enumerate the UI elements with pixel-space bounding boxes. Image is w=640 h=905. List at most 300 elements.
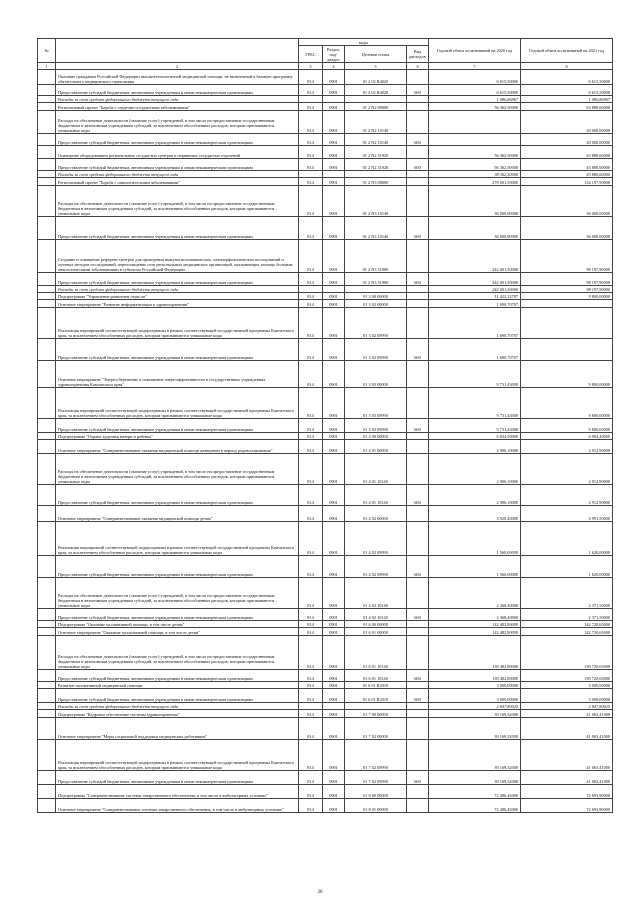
table-row bbox=[38, 146, 613, 159]
row-target: 01 2 N3 10140 bbox=[345, 186, 407, 217]
row-num-cell bbox=[38, 522, 56, 556]
row-description: Расходы на обеспечение деятельности (оказание услуг) учреждений, в том числе на предоставление государственным бюджетным и автономным учреждениям субсидий, за исключением обособленных расходов, которым присваиваются уникальные коды bbox=[56, 111, 299, 134]
row-vol-2020: 39 169,32000 bbox=[429, 771, 521, 785]
table-row bbox=[38, 628, 613, 636]
row-vol-2020: 139 482,80000 bbox=[429, 670, 521, 682]
row-vol-2021: 6 615,50000 bbox=[521, 70, 613, 85]
row-section: 0901 bbox=[323, 718, 345, 740]
row-description: Расходы за счет средств федерального бюджета текущего года bbox=[56, 96, 299, 103]
column-number: 1 bbox=[38, 63, 56, 70]
row-grbs: 814 bbox=[299, 440, 323, 454]
row-target: 01 2 N3 10140 bbox=[345, 217, 407, 240]
row-vol-2021: 43 880,60000 bbox=[521, 159, 613, 171]
row-vol-2020: 242 001,50000 bbox=[429, 286, 521, 293]
table-row bbox=[38, 240, 613, 273]
row-vol-2021: 9 800,00000 bbox=[521, 293, 613, 300]
row-vol-2020: 3 000,00000 bbox=[429, 689, 521, 703]
row-vol-2020: 72 486,43000 bbox=[429, 799, 521, 813]
table-row bbox=[38, 388, 613, 419]
page-number: 36 bbox=[317, 890, 323, 895]
row-exp-type bbox=[407, 111, 429, 134]
row-num-cell bbox=[38, 419, 56, 433]
row-description: Подпрограмма "Охрана здоровья матери и ребенка" bbox=[56, 433, 299, 440]
row-description: Предоставление субсидий бюджетным, автономным учреждениям и иным некоммерческим организациям bbox=[56, 689, 299, 703]
row-description: Оказание гражданам Российской Федерации высокотехнологичной медицинской помощи, не включенной в базовую программу обязательного медицинского страхования bbox=[56, 70, 299, 85]
row-num-cell bbox=[38, 159, 56, 171]
header-num: № bbox=[38, 39, 56, 63]
row-exp-type: 600 bbox=[407, 134, 429, 146]
row-vol-2021: 3 000,00000 bbox=[521, 682, 613, 689]
row-description: Предоставление субсидий бюджетным, автономным учреждениям и иным некоммерческим организациям bbox=[56, 339, 299, 361]
row-num-cell bbox=[38, 70, 56, 85]
row-exp-type: 600 bbox=[407, 85, 429, 96]
row-vol-2020: 142 482,80000 bbox=[429, 621, 521, 628]
row-num-cell bbox=[38, 240, 56, 273]
row-section: 0901 bbox=[323, 339, 345, 361]
row-description: Реализация мероприятий соответствующей подпрограммы в рамках соответствующей государственной программы Камчатского края, за исключением обособленных расходов, которым присваиваются уникальные коды bbox=[56, 308, 299, 339]
row-grbs: 814 bbox=[299, 636, 323, 670]
row-description: Региональный проект "Борьба с сердечно-сосудистыми заболеваниями" bbox=[56, 103, 299, 111]
row-vol-2020: 9 731,43000 bbox=[429, 419, 521, 433]
row-grbs: 814 bbox=[299, 293, 323, 300]
table-row bbox=[38, 103, 613, 111]
row-vol-2020: 2 368,40000 bbox=[429, 578, 521, 609]
row-vol-2020: 2 847,80025 bbox=[429, 703, 521, 710]
row-num-cell bbox=[38, 134, 56, 146]
row-exp-type bbox=[407, 718, 429, 740]
row-vol-2020: 9 731,43000 bbox=[429, 388, 521, 419]
table-subrow bbox=[38, 96, 613, 103]
row-exp-type bbox=[407, 361, 429, 388]
row-target: 01 2 N3 51900 bbox=[345, 240, 407, 273]
table-row bbox=[38, 134, 613, 146]
row-exp-type bbox=[407, 171, 429, 178]
row-target: 01 3 03 09990 bbox=[345, 388, 407, 419]
row-section: 0901 bbox=[323, 454, 345, 485]
row-vol-2020: 278 001,50000 bbox=[429, 178, 521, 186]
row-section: 0901 bbox=[323, 70, 345, 85]
row-num-cell bbox=[38, 556, 56, 578]
row-exp-type bbox=[407, 240, 429, 273]
row-vol-2020: 142 482,80000 bbox=[429, 628, 521, 636]
row-section: 0901 bbox=[323, 522, 345, 556]
table-row bbox=[38, 636, 613, 670]
row-description: Предоставление субсидий бюджетным, автономным учреждениям и иным некоммерческим организациям bbox=[56, 159, 299, 171]
row-exp-type: 600 bbox=[407, 339, 429, 361]
table-row bbox=[38, 293, 613, 300]
row-vol-2020: 6 615,50000 bbox=[429, 85, 521, 96]
row-description: Предоставление субсидий бюджетным, автономным учреждениям и иным некоммерческим организациям bbox=[56, 217, 299, 240]
row-target: 01 3 03 00000 bbox=[345, 361, 407, 388]
table-row bbox=[38, 578, 613, 609]
row-vol-2021: 63 880,60000 bbox=[521, 103, 613, 111]
row-section: 0901 bbox=[323, 300, 345, 308]
table-row bbox=[38, 186, 613, 217]
row-vol-2020: 72 486,43000 bbox=[429, 785, 521, 799]
row-section: 0901 bbox=[323, 178, 345, 186]
row-grbs: 814 bbox=[299, 300, 323, 308]
row-section: 0901 bbox=[323, 628, 345, 636]
row-num-cell bbox=[38, 718, 56, 740]
row-target: 01 6 01 10140 bbox=[345, 670, 407, 682]
row-description: Основное мероприятие "Энергосбережение и повышение энергоэффективности в государственных учреждениях здравоохранения Камчатского края" bbox=[56, 361, 299, 388]
row-vol-2021 bbox=[521, 308, 613, 339]
row-description: Развитие паллиативной медицинской помощи bbox=[56, 682, 299, 689]
row-target: 01 2 N2 10140 bbox=[345, 111, 407, 134]
row-grbs: 814 bbox=[299, 506, 323, 522]
row-vol-2021: 139 720,65000 bbox=[521, 636, 613, 670]
row-vol-2021: 20 000,00000 bbox=[521, 111, 613, 134]
row-grbs: 814 bbox=[299, 578, 323, 609]
row-target: 01 2 N3 51900 bbox=[345, 273, 407, 286]
table-row bbox=[38, 785, 613, 799]
row-vol-2021: 6 904,40000 bbox=[521, 433, 613, 440]
row-exp-type bbox=[407, 96, 429, 103]
row-target bbox=[345, 703, 407, 710]
row-description: Подпрограмма "Оказание паллиативной помощи, в том числе детям" bbox=[56, 621, 299, 628]
row-target: 01 2 02 R4020 bbox=[345, 85, 407, 96]
row-target: 01 4 02 00000 bbox=[345, 506, 407, 522]
table-row bbox=[38, 621, 613, 628]
row-section: 0901 bbox=[323, 159, 345, 171]
header-target: Целевая статья bbox=[345, 46, 407, 63]
row-vol-2020: 2 906,10000 bbox=[429, 454, 521, 485]
row-vol-2021: 98 197,90000 bbox=[521, 240, 613, 273]
budget-table bbox=[37, 38, 613, 813]
row-exp-type bbox=[407, 799, 429, 813]
row-target: 01 4 02 09990 bbox=[345, 522, 407, 556]
row-num-cell bbox=[38, 217, 56, 240]
row-grbs: 814 bbox=[299, 240, 323, 273]
row-section bbox=[323, 703, 345, 710]
row-grbs: 814 bbox=[299, 785, 323, 799]
row-vol-2020: 1 690,70707 bbox=[429, 339, 521, 361]
row-vol-2020 bbox=[429, 134, 521, 146]
table-row bbox=[38, 609, 613, 621]
row-grbs: 814 bbox=[299, 522, 323, 556]
row-description: Предоставление субсидий бюджетным, автономным учреждениям и иным некоммерческим организациям bbox=[56, 419, 299, 433]
row-num-cell bbox=[38, 771, 56, 785]
row-vol-2021: 41 063,41000 bbox=[521, 740, 613, 771]
row-vol-2021: 36 000,00000 bbox=[521, 186, 613, 217]
row-description: Оснащение оборудованием региональных сосудистых центров и первичных сосудистых отделений bbox=[56, 146, 299, 159]
row-grbs: 814 bbox=[299, 70, 323, 85]
row-vol-2021: 98 197,90000 bbox=[521, 273, 613, 286]
row-num-cell bbox=[38, 286, 56, 293]
table-row bbox=[38, 217, 613, 240]
row-grbs: 814 bbox=[299, 621, 323, 628]
row-description: Подпрограмма "Совершенствование системы лекарственного обеспечения, в том числе в амбулаторных условиях" bbox=[56, 785, 299, 799]
row-exp-type bbox=[407, 433, 429, 440]
header-exp-type: Вид расходов bbox=[407, 46, 429, 63]
row-target: 01 2 N2 51920 bbox=[345, 146, 407, 159]
table-row bbox=[38, 718, 613, 740]
row-grbs: 814 bbox=[299, 419, 323, 433]
row-num-cell bbox=[38, 388, 56, 419]
table-row bbox=[38, 710, 613, 718]
row-num-cell bbox=[38, 682, 56, 689]
row-exp-type bbox=[407, 103, 429, 111]
row-section: 0901 bbox=[323, 146, 345, 159]
row-section: 0901 bbox=[323, 485, 345, 506]
row-target: 01 7 02 09990 bbox=[345, 740, 407, 771]
row-description: Основное мероприятие "Совершенствование оказания медицинской помощи женщинам в период родовспоможения" bbox=[56, 440, 299, 454]
row-target: 01 8 00 00000 bbox=[345, 785, 407, 799]
row-section: 0901 bbox=[323, 419, 345, 433]
row-vol-2021: 142 720,65000 bbox=[521, 621, 613, 628]
row-vol-2021: 139 720,65000 bbox=[521, 670, 613, 682]
table-subrow bbox=[38, 703, 613, 710]
row-vol-2021: 1 620,00000 bbox=[521, 556, 613, 578]
row-exp-type bbox=[407, 454, 429, 485]
row-description: Расходы на обеспечение деятельности (оказание услуг) учреждений, в том числе на предоставление государственным бюджетным и автономным учреждениям субсидий, за исключением обособленных расходов, которым присваиваются уникальные коды bbox=[56, 636, 299, 670]
row-grbs: 814 bbox=[299, 186, 323, 217]
row-num-cell bbox=[38, 361, 56, 388]
table-subrow bbox=[38, 286, 613, 293]
row-description: Расходы на обеспечение деятельности (оказание услуг) учреждений, в том числе на предоставление государственным бюджетным и автономным учреждениям субсидий, за исключением обособленных расходов, которым присваиваются уникальные коды bbox=[56, 454, 299, 485]
row-target: 01 2 N3 00000 bbox=[345, 178, 407, 186]
row-exp-type bbox=[407, 70, 429, 85]
row-vol-2021: 2 371,50000 bbox=[521, 609, 613, 621]
row-num-cell bbox=[38, 621, 56, 628]
row-exp-type bbox=[407, 682, 429, 689]
column-number: 2 bbox=[56, 63, 299, 70]
row-description: Основное мероприятие "Развитие информатизации в здравоохранении" bbox=[56, 300, 299, 308]
row-target: 01 3 02 09990 bbox=[345, 308, 407, 339]
row-description: Расходы на обеспечение деятельности (оказание услуг) учреждений, в том числе на предоставление государственным бюджетным и автономным учреждениям субсидий, за исключением обособленных расходов, которым присваиваются уникальные коды bbox=[56, 186, 299, 217]
row-description: Предоставление субсидий бюджетным, автономным учреждениям и иным некоммерческим организациям bbox=[56, 670, 299, 682]
row-section: 0901 bbox=[323, 440, 345, 454]
row-grbs: 814 bbox=[299, 339, 323, 361]
row-description: Расходы за счет средств федерального бюджета текущего года bbox=[56, 171, 299, 178]
row-vol-2020: 2 906,10000 bbox=[429, 485, 521, 506]
table-row bbox=[38, 178, 613, 186]
row-description: Расходы на обеспечение деятельности (оказание услуг) учреждений, в том числе на предоставление государственным бюджетным и автономным учреждениям субсидий, за исключением обособленных расходов, которым присваиваются уникальные коды bbox=[56, 578, 299, 609]
table-row bbox=[38, 111, 613, 134]
row-section: 0901 bbox=[323, 85, 345, 96]
row-section: 0901 bbox=[323, 111, 345, 134]
table-subrow bbox=[38, 171, 613, 178]
row-vol-2020: 36 000,00000 bbox=[429, 217, 521, 240]
row-section: 0901 bbox=[323, 134, 345, 146]
table-row bbox=[38, 273, 613, 286]
table-row bbox=[38, 159, 613, 171]
row-vol-2020: 56 362,50000 bbox=[429, 103, 521, 111]
row-num-cell bbox=[38, 609, 56, 621]
row-num-cell bbox=[38, 636, 56, 670]
table-row bbox=[38, 682, 613, 689]
row-num-cell bbox=[38, 454, 56, 485]
row-exp-type bbox=[407, 388, 429, 419]
row-grbs bbox=[299, 703, 323, 710]
row-vol-2020: 56 362,50000 bbox=[429, 159, 521, 171]
row-grbs: 814 bbox=[299, 361, 323, 388]
row-target: 01 3 02 00000 bbox=[345, 300, 407, 308]
row-target bbox=[345, 171, 407, 178]
row-target: 01 3 00 00000 bbox=[345, 293, 407, 300]
table-row bbox=[38, 300, 613, 308]
row-exp-type: 600 bbox=[407, 670, 429, 682]
row-num-cell bbox=[38, 308, 56, 339]
row-target: 01 6 01 R2010 bbox=[345, 689, 407, 703]
row-num-cell bbox=[38, 689, 56, 703]
row-vol-2020: 1 690,70707 bbox=[429, 308, 521, 339]
row-target bbox=[345, 286, 407, 293]
row-grbs: 814 bbox=[299, 159, 323, 171]
column-number: 3 bbox=[299, 63, 323, 70]
row-vol-2020: 2 368,40000 bbox=[429, 609, 521, 621]
row-grbs: 814 bbox=[299, 146, 323, 159]
row-target: 01 2 N2 10140 bbox=[345, 134, 407, 146]
row-section: 0901 bbox=[323, 609, 345, 621]
row-target: 01 6 01 R2010 bbox=[345, 682, 407, 689]
row-grbs: 814 bbox=[299, 454, 323, 485]
row-target: 01 4 00 00000 bbox=[345, 433, 407, 440]
row-num-cell bbox=[38, 578, 56, 609]
row-target: 01 7 02 09990 bbox=[345, 771, 407, 785]
row-num-cell bbox=[38, 111, 56, 134]
table-row bbox=[38, 419, 613, 433]
row-grbs bbox=[299, 171, 323, 178]
table-row bbox=[38, 522, 613, 556]
row-grbs: 814 bbox=[299, 103, 323, 111]
row-vol-2020: 56 362,50000 bbox=[429, 146, 521, 159]
row-section: 0901 bbox=[323, 293, 345, 300]
row-exp-type: 600 bbox=[407, 609, 429, 621]
row-num-cell bbox=[38, 339, 56, 361]
row-vol-2021: 9 800,00000 bbox=[521, 419, 613, 433]
row-vol-2021: 9 800,00000 bbox=[521, 361, 613, 388]
column-number: 7 bbox=[429, 63, 521, 70]
row-section: 0901 bbox=[323, 799, 345, 813]
row-section: 0901 bbox=[323, 785, 345, 799]
row-exp-type bbox=[407, 186, 429, 217]
column-number: 8 bbox=[521, 63, 613, 70]
row-description: Подпрограмма "Кадровое обеспечение системы здравоохранения" bbox=[56, 710, 299, 718]
row-vol-2021: 1 086,86967 bbox=[521, 96, 613, 103]
row-target: 01 2 N2 51920 bbox=[345, 159, 407, 171]
row-target: 01 6 01 00000 bbox=[345, 628, 407, 636]
row-exp-type bbox=[407, 293, 429, 300]
table-row bbox=[38, 70, 613, 85]
row-target: 01 3 03 09990 bbox=[345, 419, 407, 433]
row-description: Предоставление субсидий бюджетным, автономным учреждениям и иным некоммерческим организациям bbox=[56, 134, 299, 146]
table-row bbox=[38, 799, 613, 813]
row-vol-2021: 9 800,00000 bbox=[521, 388, 613, 419]
row-grbs: 814 bbox=[299, 433, 323, 440]
row-grbs: 814 bbox=[299, 134, 323, 146]
row-exp-type bbox=[407, 785, 429, 799]
row-grbs: 814 bbox=[299, 771, 323, 785]
header-grbs: ГРБС bbox=[299, 46, 323, 63]
row-num-cell bbox=[38, 186, 56, 217]
row-num-cell bbox=[38, 710, 56, 718]
row-vol-2020: 242 001,50000 bbox=[429, 273, 521, 286]
row-vol-2021: 2 912,90000 bbox=[521, 454, 613, 485]
row-grbs: 814 bbox=[299, 718, 323, 740]
row-section bbox=[323, 96, 345, 103]
row-vol-2020 bbox=[429, 111, 521, 134]
row-description: Предоставление субсидий бюджетным, автономным учреждениям и иным некоммерческим организациям bbox=[56, 556, 299, 578]
row-grbs: 814 bbox=[299, 485, 323, 506]
row-exp-type bbox=[407, 621, 429, 628]
row-num-cell bbox=[38, 440, 56, 454]
row-target: 01 4 02 10140 bbox=[345, 609, 407, 621]
row-description: Региональный проект "Борьба с онкологическими заболеваниями" bbox=[56, 178, 299, 186]
row-grbs: 814 bbox=[299, 217, 323, 240]
table-row bbox=[38, 506, 613, 522]
row-vol-2020: 6 834,50000 bbox=[429, 433, 521, 440]
row-vol-2021: 43 880,60000 bbox=[521, 146, 613, 159]
row-description: Реализация мероприятий соответствующей подпрограммы в рамках соответствующей государственной программы Камчатского края, за исключением обособленных расходов, которым присваиваются уникальные коды bbox=[56, 740, 299, 771]
row-vol-2021: 3 991,50000 bbox=[521, 506, 613, 522]
row-exp-type bbox=[407, 308, 429, 339]
row-exp-type bbox=[407, 286, 429, 293]
row-vol-2020: 38 362,50000 bbox=[429, 171, 521, 178]
row-vol-2020: 139 482,80000 bbox=[429, 636, 521, 670]
row-num-cell bbox=[38, 785, 56, 799]
row-exp-type: 600 bbox=[407, 485, 429, 506]
row-target: 01 4 02 09990 bbox=[345, 556, 407, 578]
row-exp-type: 600 bbox=[407, 556, 429, 578]
row-section: 0901 bbox=[323, 740, 345, 771]
row-num-cell bbox=[38, 799, 56, 813]
table-row bbox=[38, 556, 613, 578]
row-section: 0901 bbox=[323, 670, 345, 682]
row-target: 01 3 02 09990 bbox=[345, 339, 407, 361]
table-row bbox=[38, 85, 613, 96]
row-vol-2021: 6 615,50000 bbox=[521, 85, 613, 96]
row-grbs: 814 bbox=[299, 740, 323, 771]
row-vol-2021 bbox=[521, 300, 613, 308]
row-num-cell bbox=[38, 103, 56, 111]
row-description: Реализация мероприятий соответствующей подпрограммы в рамках соответствующей государственной программы Камчатского края, за исключением обособленных расходов, которым присваиваются уникальные коды bbox=[56, 522, 299, 556]
row-grbs bbox=[299, 286, 323, 293]
row-vol-2020: 2 906,10000 bbox=[429, 440, 521, 454]
row-section bbox=[323, 286, 345, 293]
row-description: Основное мероприятие "Оказание паллиативной помощи, в том числе детям" bbox=[56, 628, 299, 636]
table-row bbox=[38, 689, 613, 703]
row-description: Основное мероприятие "Совершенствование системы лекарственного обеспечения, в том числе в амбулаторных условиях" bbox=[56, 799, 299, 813]
row-vol-2021 bbox=[521, 339, 613, 361]
row-target: 01 7 00 00000 bbox=[345, 710, 407, 718]
table-row bbox=[38, 740, 613, 771]
row-exp-type bbox=[407, 300, 429, 308]
row-section: 0901 bbox=[323, 771, 345, 785]
row-vol-2021: 3 000,00000 bbox=[521, 689, 613, 703]
row-grbs: 814 bbox=[299, 85, 323, 96]
row-target: 01 2 N2 00000 bbox=[345, 103, 407, 111]
row-vol-2020: 9 731,43000 bbox=[429, 361, 521, 388]
row-vol-2021: 41 063,41000 bbox=[521, 710, 613, 718]
row-num-cell bbox=[38, 506, 56, 522]
row-grbs: 814 bbox=[299, 670, 323, 682]
row-vol-2021: 134 197,90000 bbox=[521, 178, 613, 186]
row-vol-2021: 36 000,00000 bbox=[521, 217, 613, 240]
row-num-cell bbox=[38, 703, 56, 710]
row-exp-type bbox=[407, 146, 429, 159]
table-row bbox=[38, 485, 613, 506]
row-section: 0901 bbox=[323, 621, 345, 628]
row-exp-type bbox=[407, 578, 429, 609]
row-num-cell bbox=[38, 300, 56, 308]
row-num-cell bbox=[38, 273, 56, 286]
row-exp-type bbox=[407, 506, 429, 522]
row-num-cell bbox=[38, 670, 56, 682]
row-section: 0901 bbox=[323, 240, 345, 273]
row-vol-2020: 39 169,32000 bbox=[429, 740, 521, 771]
row-exp-type bbox=[407, 636, 429, 670]
